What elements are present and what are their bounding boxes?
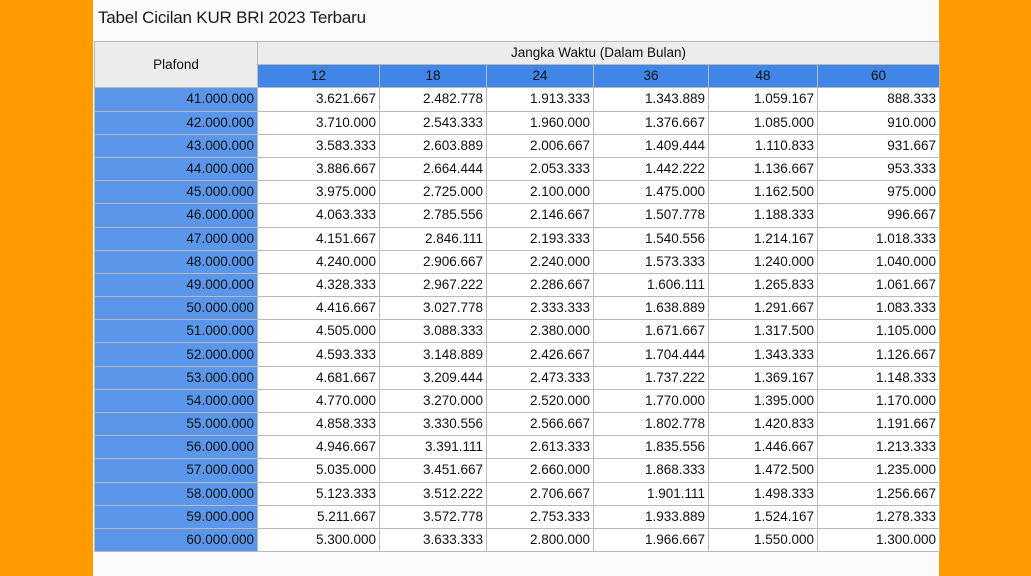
installment-cell: 1.240.000 bbox=[709, 250, 818, 273]
installment-cell: 2.333.333 bbox=[487, 297, 594, 320]
installment-cell: 4.858.333 bbox=[258, 413, 380, 436]
plafond-cell: 46.000.000 bbox=[95, 204, 258, 227]
table-row bbox=[95, 88, 940, 111]
table-row bbox=[95, 482, 940, 505]
plafond-cell: 60.000.000 bbox=[95, 528, 258, 551]
installment-cell: 2.146.667 bbox=[487, 204, 594, 227]
installment-cell: 3.088.333 bbox=[380, 320, 487, 343]
installment-cell: 1.188.333 bbox=[709, 204, 818, 227]
installment-cell: 1.442.222 bbox=[594, 157, 709, 180]
installment-cell: 2.380.000 bbox=[487, 320, 594, 343]
plafond-header: Plafond bbox=[95, 42, 258, 88]
installment-cell: 1.256.667 bbox=[818, 482, 940, 505]
installment-cell: 4.593.333 bbox=[258, 343, 380, 366]
installment-cell: 3.148.889 bbox=[380, 343, 487, 366]
installment-cell: 2.520.000 bbox=[487, 389, 594, 412]
installment-cell: 3.583.333 bbox=[258, 134, 380, 157]
month-header-36: 36 bbox=[594, 65, 709, 88]
installment-cell: 4.681.667 bbox=[258, 366, 380, 389]
plafond-cell: 52.000.000 bbox=[95, 343, 258, 366]
installment-cell: 1.213.333 bbox=[818, 436, 940, 459]
term-span-header: Jangka Waktu (Dalam Bulan) bbox=[258, 42, 940, 65]
installment-cell: 1.540.556 bbox=[594, 227, 709, 250]
table-row bbox=[95, 181, 940, 204]
installment-cell: 3.512.222 bbox=[380, 482, 487, 505]
plafond-cell: 43.000.000 bbox=[95, 134, 258, 157]
installment-cell: 2.240.000 bbox=[487, 250, 594, 273]
month-header-12: 12 bbox=[258, 65, 380, 88]
installment-cell: 1.960.000 bbox=[487, 111, 594, 134]
installment-cell: 1.446.667 bbox=[709, 436, 818, 459]
plafond-cell: 47.000.000 bbox=[95, 227, 258, 250]
installment-cell: 1.214.167 bbox=[709, 227, 818, 250]
plafond-cell: 54.000.000 bbox=[95, 389, 258, 412]
plafond-cell: 49.000.000 bbox=[95, 273, 258, 296]
installment-cell: 1.343.889 bbox=[594, 88, 709, 111]
installment-cell: 1.835.556 bbox=[594, 436, 709, 459]
installment-cell: 4.240.000 bbox=[258, 250, 380, 273]
table-row bbox=[95, 528, 940, 551]
installment-cell: 975.000 bbox=[818, 181, 940, 204]
month-header-60: 60 bbox=[818, 65, 940, 88]
installment-cell: 3.330.556 bbox=[380, 413, 487, 436]
installment-cell: 1.040.000 bbox=[818, 250, 940, 273]
installment-cell: 1.913.333 bbox=[487, 88, 594, 111]
installment-cell: 2.100.000 bbox=[487, 181, 594, 204]
installment-cell: 1.420.833 bbox=[709, 413, 818, 436]
installment-cell: 910.000 bbox=[818, 111, 940, 134]
table-row bbox=[95, 250, 940, 273]
installment-cell: 1.061.667 bbox=[818, 273, 940, 296]
plafond-cell: 41.000.000 bbox=[95, 88, 258, 111]
installment-cell: 2.800.000 bbox=[487, 528, 594, 551]
installment-cell: 1.110.833 bbox=[709, 134, 818, 157]
table-row bbox=[95, 505, 940, 528]
installment-cell: 3.975.000 bbox=[258, 181, 380, 204]
table-row bbox=[95, 204, 940, 227]
installment-cell: 1.472.500 bbox=[709, 459, 818, 482]
plafond-cell: 55.000.000 bbox=[95, 413, 258, 436]
installment-cell: 1.126.667 bbox=[818, 343, 940, 366]
installment-table bbox=[94, 41, 940, 552]
installment-cell: 1.059.167 bbox=[709, 88, 818, 111]
installment-cell: 3.633.333 bbox=[380, 528, 487, 551]
installment-cell: 1.507.778 bbox=[594, 204, 709, 227]
installment-cell: 1.868.333 bbox=[594, 459, 709, 482]
plafond-cell: 42.000.000 bbox=[95, 111, 258, 134]
plafond-cell: 56.000.000 bbox=[95, 436, 258, 459]
installment-cell: 2.193.333 bbox=[487, 227, 594, 250]
installment-cell: 1.395.000 bbox=[709, 389, 818, 412]
installment-cell: 1.148.333 bbox=[818, 366, 940, 389]
installment-cell: 1.265.833 bbox=[709, 273, 818, 296]
installment-cell: 2.613.333 bbox=[487, 436, 594, 459]
plafond-cell: 50.000.000 bbox=[95, 297, 258, 320]
plafond-cell: 58.000.000 bbox=[95, 482, 258, 505]
month-header-18: 18 bbox=[380, 65, 487, 88]
month-header-48: 48 bbox=[709, 65, 818, 88]
installment-cell: 1.191.667 bbox=[818, 413, 940, 436]
installment-cell: 1.770.000 bbox=[594, 389, 709, 412]
installment-cell: 2.426.667 bbox=[487, 343, 594, 366]
plafond-cell: 44.000.000 bbox=[95, 157, 258, 180]
installment-cell: 1.162.500 bbox=[709, 181, 818, 204]
table-row bbox=[95, 111, 940, 134]
installment-cell: 1.085.000 bbox=[709, 111, 818, 134]
plafond-cell: 48.000.000 bbox=[95, 250, 258, 273]
installment-cell: 3.027.778 bbox=[380, 297, 487, 320]
installment-cell: 4.328.333 bbox=[258, 273, 380, 296]
installment-cell: 3.886.667 bbox=[258, 157, 380, 180]
table-row bbox=[95, 273, 940, 296]
installment-cell: 2.603.889 bbox=[380, 134, 487, 157]
installment-cell: 2.473.333 bbox=[487, 366, 594, 389]
installment-cell: 2.006.667 bbox=[487, 134, 594, 157]
installment-cell: 3.621.667 bbox=[258, 88, 380, 111]
installment-cell: 2.660.000 bbox=[487, 459, 594, 482]
installment-cell: 3.572.778 bbox=[380, 505, 487, 528]
installment-cell: 1.498.333 bbox=[709, 482, 818, 505]
installment-cell: 1.317.500 bbox=[709, 320, 818, 343]
plafond-cell: 51.000.000 bbox=[95, 320, 258, 343]
plafond-cell: 59.000.000 bbox=[95, 505, 258, 528]
plafond-cell: 57.000.000 bbox=[95, 459, 258, 482]
installment-cell: 1.136.667 bbox=[709, 157, 818, 180]
table-row bbox=[95, 157, 940, 180]
installment-cell: 2.906.667 bbox=[380, 250, 487, 273]
installment-cell: 1.018.333 bbox=[818, 227, 940, 250]
installment-cell: 1.671.667 bbox=[594, 320, 709, 343]
installment-cell: 5.123.333 bbox=[258, 482, 380, 505]
installment-cell: 1.300.000 bbox=[818, 528, 940, 551]
installment-cell: 931.667 bbox=[818, 134, 940, 157]
installment-cell: 2.706.667 bbox=[487, 482, 594, 505]
installment-cell: 2.053.333 bbox=[487, 157, 594, 180]
installment-cell: 888.333 bbox=[818, 88, 940, 111]
header-row-top bbox=[95, 42, 940, 65]
table-row bbox=[95, 413, 940, 436]
installment-cell: 1.343.333 bbox=[709, 343, 818, 366]
table-row bbox=[95, 320, 940, 343]
plafond-cell: 45.000.000 bbox=[95, 181, 258, 204]
plafond-cell: 53.000.000 bbox=[95, 366, 258, 389]
installment-cell: 1.704.444 bbox=[594, 343, 709, 366]
installment-cell: 1.524.167 bbox=[709, 505, 818, 528]
installment-cell: 1.235.000 bbox=[818, 459, 940, 482]
installment-cell: 1.737.222 bbox=[594, 366, 709, 389]
installment-cell: 1.606.111 bbox=[594, 273, 709, 296]
table-row bbox=[95, 459, 940, 482]
table-body bbox=[95, 88, 940, 552]
installment-cell: 1.966.667 bbox=[594, 528, 709, 551]
installment-cell: 1.475.000 bbox=[594, 181, 709, 204]
installment-cell: 2.664.444 bbox=[380, 157, 487, 180]
installment-cell: 1.105.000 bbox=[818, 320, 940, 343]
installment-cell: 3.391.111 bbox=[380, 436, 487, 459]
installment-cell: 2.725.000 bbox=[380, 181, 487, 204]
table-row bbox=[95, 389, 940, 412]
installment-cell: 4.946.667 bbox=[258, 436, 380, 459]
table-row bbox=[95, 227, 940, 250]
installment-cell: 5.035.000 bbox=[258, 459, 380, 482]
installment-cell: 1.901.111 bbox=[594, 482, 709, 505]
table-row bbox=[95, 436, 940, 459]
installment-cell: 3.270.000 bbox=[380, 389, 487, 412]
installment-cell: 4.770.000 bbox=[258, 389, 380, 412]
installment-cell: 2.846.111 bbox=[380, 227, 487, 250]
installment-cell: 1.802.778 bbox=[594, 413, 709, 436]
month-header-24: 24 bbox=[487, 65, 594, 88]
installment-cell: 1.573.333 bbox=[594, 250, 709, 273]
installment-cell: 2.753.333 bbox=[487, 505, 594, 528]
installment-cell: 1.638.889 bbox=[594, 297, 709, 320]
installment-cell: 2.785.556 bbox=[380, 204, 487, 227]
installment-cell: 2.566.667 bbox=[487, 413, 594, 436]
table-row bbox=[95, 297, 940, 320]
installment-cell: 4.151.667 bbox=[258, 227, 380, 250]
installment-cell: 1.291.667 bbox=[709, 297, 818, 320]
table-row bbox=[95, 366, 940, 389]
installment-cell: 1.409.444 bbox=[594, 134, 709, 157]
installment-cell: 3.451.667 bbox=[380, 459, 487, 482]
installment-cell: 3.209.444 bbox=[380, 366, 487, 389]
installment-cell: 5.300.000 bbox=[258, 528, 380, 551]
installment-cell: 2.543.333 bbox=[380, 111, 487, 134]
installment-cell: 1.933.889 bbox=[594, 505, 709, 528]
table-row bbox=[95, 134, 940, 157]
installment-cell: 1.376.667 bbox=[594, 111, 709, 134]
installment-cell: 1.550.000 bbox=[709, 528, 818, 551]
installment-cell: 4.505.000 bbox=[258, 320, 380, 343]
installment-cell: 953.333 bbox=[818, 157, 940, 180]
installment-cell: 1.083.333 bbox=[818, 297, 940, 320]
installment-cell: 4.416.667 bbox=[258, 297, 380, 320]
installment-cell: 5.211.667 bbox=[258, 505, 380, 528]
installment-cell: 2.482.778 bbox=[380, 88, 487, 111]
installment-cell: 3.710.000 bbox=[258, 111, 380, 134]
installment-cell: 1.170.000 bbox=[818, 389, 940, 412]
table-row bbox=[95, 343, 940, 366]
installment-cell: 2.967.222 bbox=[380, 273, 487, 296]
installment-cell: 2.286.667 bbox=[487, 273, 594, 296]
installment-cell: 996.667 bbox=[818, 204, 940, 227]
page-title: Tabel Cicilan KUR BRI 2023 Terbaru bbox=[98, 8, 366, 27]
installment-cell: 1.278.333 bbox=[818, 505, 940, 528]
installment-cell: 1.369.167 bbox=[709, 366, 818, 389]
installment-cell: 4.063.333 bbox=[258, 204, 380, 227]
